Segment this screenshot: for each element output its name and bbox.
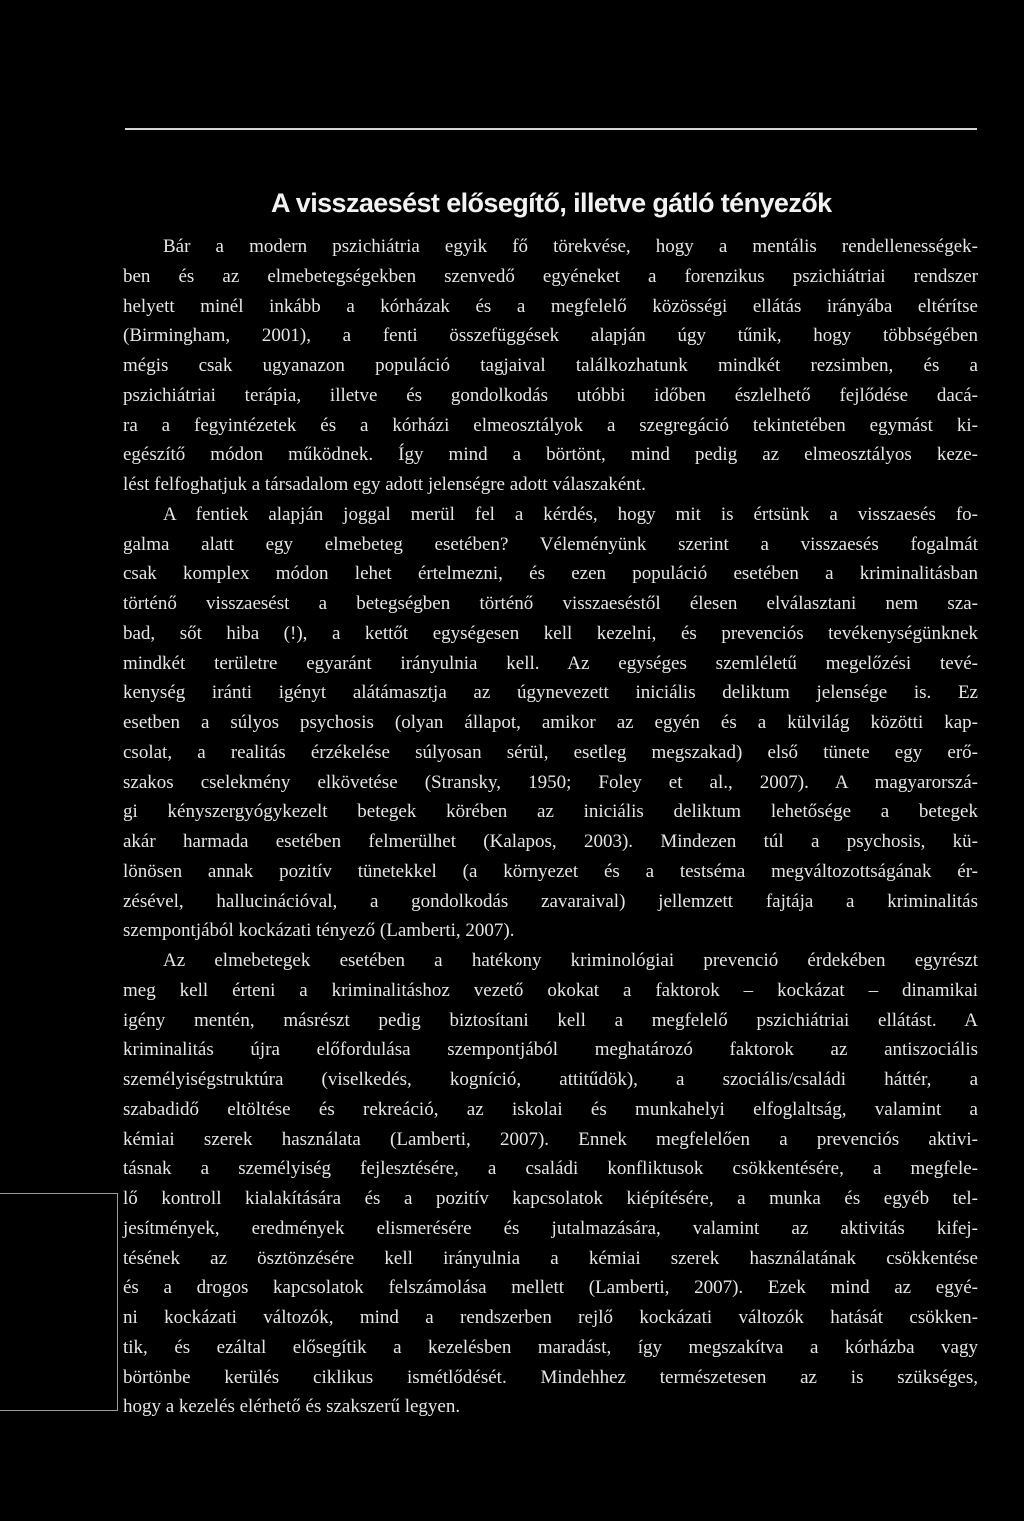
text-line: kenység iránti igényt alátámasztja az úgynevezett iniciális deliktum jelensége is. Ez: [123, 682, 978, 704]
section-heading: A visszaesést elősegítő, illetve gátló tényezők: [271, 188, 832, 218]
text-line: tásnak a személyiség fejlesztésére, a családi konfliktusok csökkentésére, a megfele-: [123, 1158, 978, 1180]
margin-box: [0, 1193, 118, 1411]
text-line: Bár a modern pszichiátria egyik fő törekvése, hogy a mentális rendellenességek-: [163, 236, 978, 257]
text-line: lönösen annak pozitív tünetekkel (a környezet és a testséma megváltozottságának ér-: [123, 860, 978, 882]
text-line: szabadidő eltöltése és rekreáció, az iskolai és munkahelyi elfoglaltság, valamint a: [123, 1098, 978, 1120]
text-line: csolat, a realitás érzékelése súlyosan sérül, esetleg megszakad) első tünete egy erő-: [123, 741, 978, 763]
text-line: esetben a súlyos psychosis (olyan állapot, amikor az egyén és a külvilág közötti kap-: [123, 712, 978, 733]
text-line: tik, és ezáltal elősegítik a kezelésben maradást, így megszakítva a kórházba vagy: [123, 1336, 978, 1358]
text-line: lést felfoghatjuk a társadalom egy adott jelenségre adott válaszaként.: [123, 474, 646, 495]
text-line: történő visszaesést a betegségben történő visszaeséstől élesen elválasztani nem sza-: [123, 593, 978, 614]
text-line: lő kontroll kialakítására és a pozitív kapcsolatok kiépítésére, a munka és egyéb tel-: [123, 1188, 978, 1209]
text-line: kriminalitás újra előfordulása szempontjából meghatározó faktorok az antiszociális: [123, 1039, 978, 1061]
text-line: galma alatt egy elmebeteg esetében? Véleményünk szerint a visszaesés fogalmát: [123, 533, 978, 555]
text-line: jesítmények, eredmények elismerésére és jutalmazására, valamint az aktivitás kifej-: [123, 1217, 978, 1239]
text-line: pszichiátriai terápia, illetve és gondolkodás utóbbi időben észlelhető fejlődése dacá-: [123, 384, 978, 406]
text-line: börtönbe kerülés ciklikus ismétlődését. Mindehhez természetesen az is szükséges,: [123, 1366, 978, 1388]
text-line: szakos cselekmény elkövetése (Stransky, 1950; Foley et al., 2007). A magyarorszá-: [123, 771, 978, 793]
text-line: szempontjából kockázati tényező (Lamberti, 2007).: [123, 920, 515, 942]
text-line: mindkét területre egyaránt irányulnia kell. Az egységes szemléletű megelőzési tevé-: [123, 652, 978, 674]
text-line: A fentiek alapján joggal merül fel a kérdés, hogy mit is értsünk a visszaesés fo-: [163, 503, 978, 525]
text-line: bad, sőt hiba (!), a kettőt egységesen kell kezelni, és prevenciós tevékenységünknek: [123, 622, 978, 644]
text-line: helyett minél inkább a kórházak és a megfelelő közösségi ellátás irányába eltérítse: [123, 295, 978, 317]
top-rule: [125, 128, 977, 130]
text-line: meg kell érteni a kriminalitáshoz vezető okokat a faktorok – kockázat – dinamikai: [123, 979, 978, 1001]
text-line: csak komplex módon lehet értelmezni, és ezen populáció esetében a kriminalitásban: [123, 563, 978, 585]
text-line: (Birmingham, 2001), a fenti összefüggések alapján úgy tűnik, hogy többségében: [123, 325, 978, 347]
text-line: zésével, hallucinációval, a gondolkodás zavaraival) jellemzett fajtája a kriminalitás: [123, 890, 978, 912]
text-line: hogy a kezelés elérhető és szakszerű legyen.: [123, 1396, 461, 1418]
body-text: [123, 232, 978, 1422]
text-line: gi kényszergyógykezelt betegek körében az iniciális deliktum lehetősége a betegek: [123, 801, 978, 823]
text-line: és a drogos kapcsolatok felszámolása mellett (Lamberti, 2007). Ezek mind az egyé-: [123, 1277, 978, 1299]
text-line: egészítő módon működnek. Így mind a börtönt, mind pedig az elmeosztályos keze-: [123, 444, 978, 466]
text-line: igény mentén, másrészt pedig biztosítani kell a megfelelő pszichiátriai ellátást. A: [123, 1009, 978, 1031]
text-line: ben és az elmebetegségekben szenvedő egyéneket a forenzikus pszichiátriai rendszer: [123, 265, 978, 287]
text-line: Az elmebetegek esetében a hatékony kriminológiai prevenció érdekében egyrészt: [163, 950, 978, 971]
text-line: személyiségstruktúra (viselkedés, kogníció, attitűdök), a szociális/családi háttér, a: [123, 1069, 978, 1090]
text-line: ra a fegyintézetek és a kórházi elmeosztályok a szegregáció tekintetében egymást ki-: [123, 414, 978, 436]
text-line: tésének az ösztönzésére kell irányulnia a kémiai szerek használatának csökkentése: [123, 1247, 978, 1269]
text-line: mégis csak ugyanazon populáció tagjaival találkozhatunk mindkét rezsimben, és a: [123, 355, 978, 376]
text-line: akár harmada esetében felmerülhet (Kalapos, 2003). Mindezen túl a psychosis, kü-: [123, 831, 978, 852]
text-line: ni kockázati változók, mind a rendszerben rejlő kockázati változók hatását csökken-: [123, 1307, 978, 1328]
text-line: kémiai szerek használata (Lamberti, 2007). Ennek megfelelően a prevenciós aktivi-: [123, 1128, 978, 1150]
